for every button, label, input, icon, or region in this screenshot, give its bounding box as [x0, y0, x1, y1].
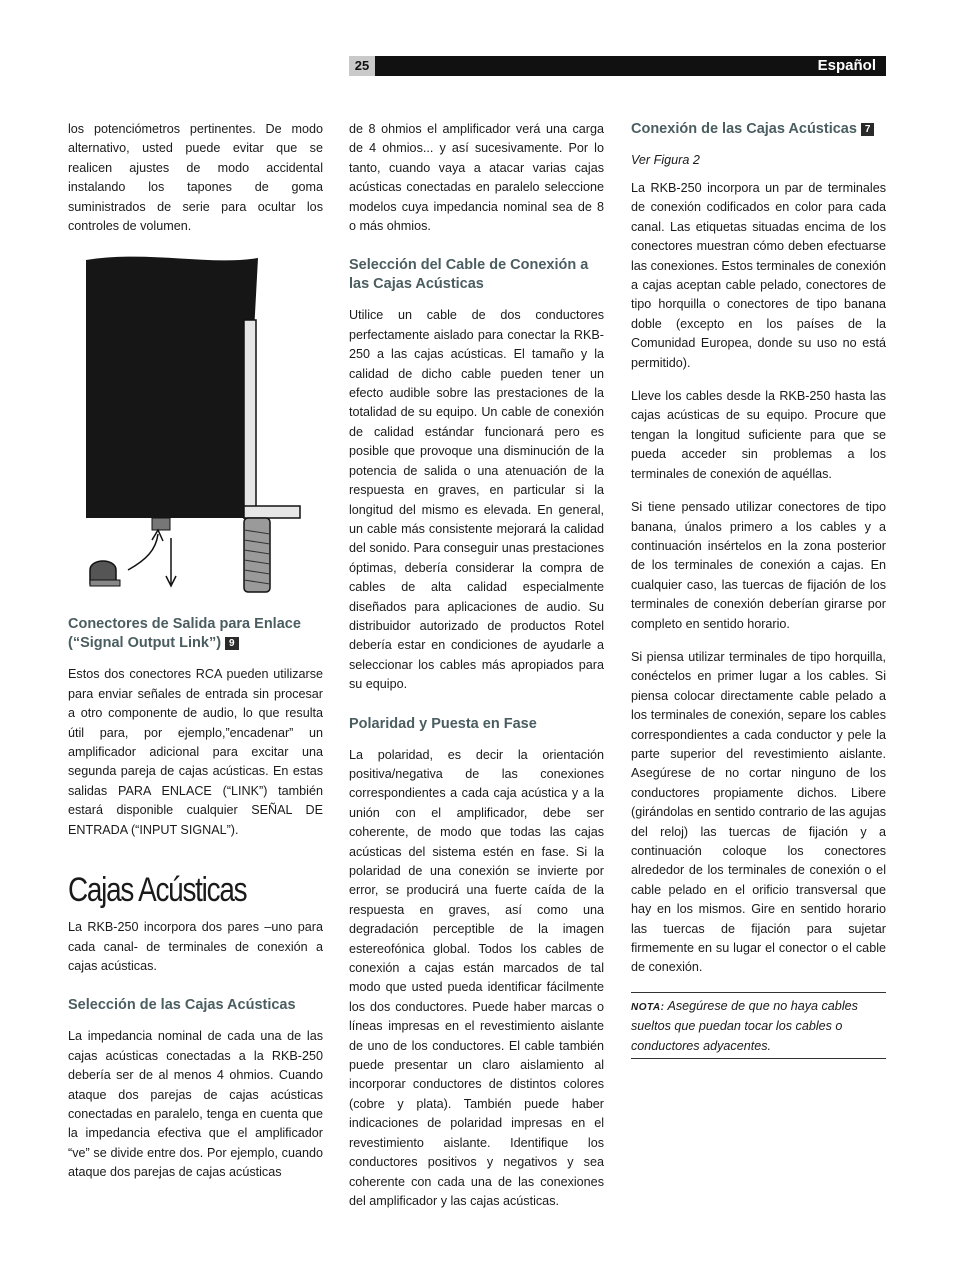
volume-cap-figure	[68, 250, 323, 595]
section-title-speaker-selection: Selección de las Cajas Acústicas	[68, 997, 296, 1014]
signal-output-paragraph: Estos dos conectores RCA pueden utilizarse para enviar señales de entrada sin procesar a otro componente de audio, lo que resulta útil para, por ejemplo,”encadenar” un amplificador adicional para excitar una segunda pareja de cajas acústicas. En estas salidas PARA ENLACE (“LINK”) también estará disponible cualquier SEÑAL DE ENTRADA (“INPUT SIGNAL”).	[68, 667, 323, 837]
page-number: 25	[349, 56, 375, 76]
header-bar	[349, 56, 886, 76]
intro-paragraph: los potenciómetros pertinentes. De modo alternativo, usted puede evitar que se realicen ajustes de modo accidental instalando los tapones de goma suministrados de serie para ocultar los controles de volumen.	[68, 122, 323, 234]
section-title-polarity: Polaridad y Puesta en Fase	[349, 715, 537, 732]
connection-paragraph-4: Si piensa utilizar terminales de tipo horquilla, conéctelos en primer lugar a los cables. Si piensa colocar directamente cable pelado a los terminales de conexión, separe los cables correspondientes a cada conductor y pele la parte superior del revestimiento aislante. Asegúrese de no cortar ninguno de los conductores propiamente dichos. Libere (girándolas en sentido contrario de las agujas del reloj) las tuercas de fijación y a continuación coloque los conectores alrededor de los terminales de conexión o el cable pelado en el orificio transversal que hay en los mismos. Gire en sentido horario las tuercas de fijación para sujetar firmemente en su lugar el conector o el cable de conexión.	[631, 649, 886, 975]
speaker-selection-paragraph: La impedancia nominal de cada una de las cajas acústicas conectadas a la RKB-250 debería ser de al menos 4 ohmios. Cuando ataque dos parejas de cajas acústicas conectadas en paralelo, tenga en cuenta que la impedancia efectiva que el amplificador “ve” se divide entre dos. Por ejemplo, cuando ataque dos parejas de cajas acústicas	[68, 1029, 323, 1180]
note-box	[631, 992, 886, 1059]
figure-ref-badge: 9	[225, 637, 239, 650]
bracket-vertical	[244, 320, 256, 518]
chapter-intro: La RKB-250 incorpora dos pares –uno para cada canal- de terminales de conexión a cajas acústicas.	[68, 920, 323, 973]
connection-paragraph-2: Lleve los cables desde la RKB-250 hasta las cajas acústicas de su equipo. Procure que tengan la longitud suficiente para que se pueda acceder sin problemas a los terminales de conexión de aquéllas.	[631, 389, 886, 481]
section-title-connection: Conexión de las Cajas Acústicas 7	[631, 120, 886, 139]
section-title-signal-output: Conectores de Salida para Enlace (“Signal Output Link”) 9	[68, 616, 301, 652]
connection-paragraph-3: Si tiene pensado utilizar conectores de tipo banana, únalos primero a los cables y a continuación insértelos en la zona posterior de los terminales de conexión a cajas. En cualquier caso, las tuercas de fijación de los terminales de conexión deberían girarse por completo en sentido horario.	[631, 500, 886, 631]
connection-paragraph-1: La RKB-250 incorpora un par de terminales de conexión codificados en color para cada canal. Las etiquetas situadas encima de los conectores muestran cómo deben efectuarse las conexiones. Estos terminales de conexión a cajas aceptan cable pelado, conectores de tipo horquilla o conectores de tipo banana doble (excepto en los países de la Comunidad Europea, donde su uso no está permitido).	[631, 181, 886, 370]
column-middle	[349, 120, 604, 1225]
bracket-horizontal	[244, 506, 300, 518]
impedance-continued: de 8 ohmios el amplificador verá una carga de 4 ohmios... y así sucesivamente. Por lo tanto, cuando vaya a atacar varias cajas acústicas conectadas en paralelo seleccione modelos cuya impedancia nominal sea de 8 o más ohmios.	[349, 122, 604, 234]
figure-illustration	[68, 250, 323, 595]
see-figure-ref: Ver Figura 2	[631, 153, 700, 167]
cable-paragraph: Utilice un cable de dos conductores perfectamente aislado para conectar la RKB-250 a las cajas acústicas. El tamaño y la calidad de dicho cable pueden tener un efecto audible sobre las prestaciones de la totalidad de su equipo. Un cable de conexión de calidad estándar funcionará pero es posible que provoque una disminución de la potencia de salida o una atenuación de la respuesta en graves, en particular si la longitud del mismo es elevada. En general, un cable más consistente mejorará la calidad del sonido. Para conseguir unas prestaciones óptimas, debería considerar la compra de cables de alta calidad especialmente diseñados para aplicaciones de audio. Su distribuidor autorizado de productos Rotel debería estar en condiciones de ayudarle a seleccionar los cables más apropiados para su equipo.	[349, 308, 604, 692]
chapter-title: Cajas Acústicas	[68, 871, 247, 910]
language-label: Español	[817, 57, 876, 74]
note-text: Asegúrese de que no haya cables sueltos que puedan tocar los cables o conductores adyacentes.	[631, 998, 858, 1053]
section-title-cable: Selección del Cable de Conexión a las Cajas Acústicas	[349, 257, 589, 293]
insert-arrow	[128, 534, 158, 570]
column-right	[631, 120, 886, 1059]
column-left	[68, 120, 323, 1197]
control-shaft	[152, 518, 170, 530]
note-label: NOTA:	[631, 1001, 665, 1013]
polarity-paragraph: La polaridad, es decir la orientación positiva/negativa de las conexiones correspondientes a cada caja acústica y a la unión con el amplificador, debe ser coherente, de modo que todas las cajas acústicas del sistema estén en fase. Si la polaridad de una conexión se invierte por error, se producirá una fuerte caída de la respuesta en graves, así como una degradación perceptible de la imagen estereofónica global. Todos los cables de conexión a cajas están marcados de tal modo que usted pueda identificar fácilmente los dos conductores. Puede haber marcas o líneas impresas en el revestimiento aislante de uno de los conductores. El cable también puede presentar un claro aislamiento al incorporar conductores de distintos colores (cobre y plata). También puede haber indicaciones de polaridad impresas en el revestimiento aislante. Identifique los conductores positivos y negativos y sea coherente con cada una de las conexiones del amplificador y las cajas acústicas.	[349, 747, 604, 1208]
panel-shape	[86, 257, 258, 518]
figure-ref-badge: 7	[861, 123, 875, 136]
